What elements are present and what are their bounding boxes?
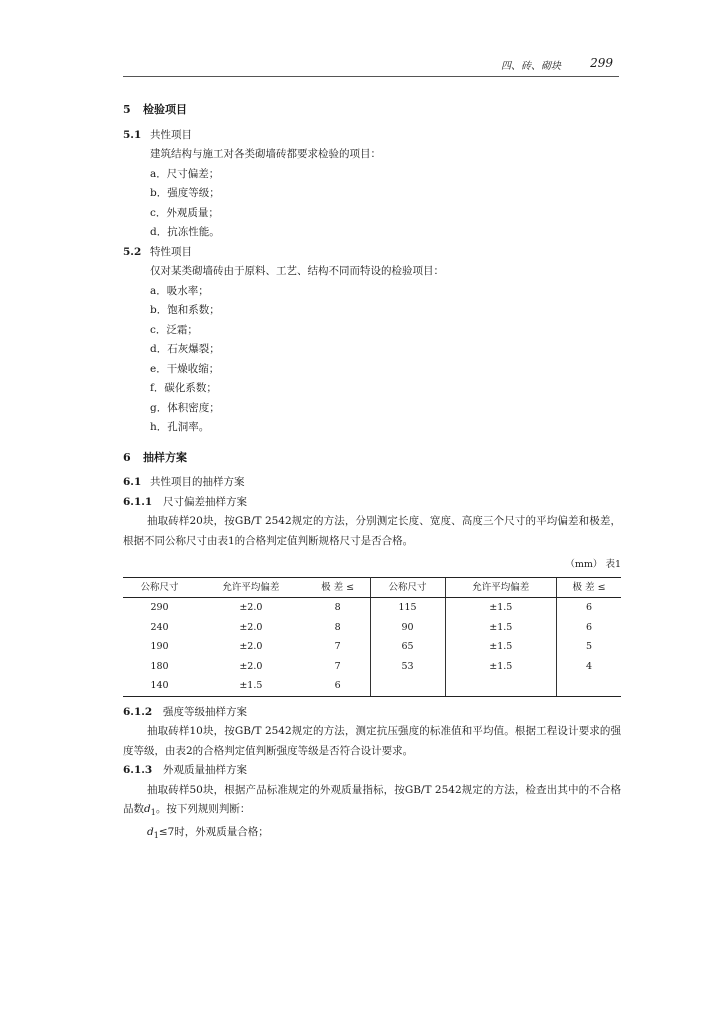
- table-header-cell: 允许平均偏差: [196, 577, 306, 598]
- table-cell: [557, 676, 621, 696]
- section-6-1-3-paragraph: 抽取砖样50块，根据产品标准规定的外观质量指标，按GB/T 2542规定的方法，检查出其中的不合格品数$d_1$。按下列规则判断：: [123, 783, 621, 818]
- table-cell: 65: [401, 641, 414, 652]
- table-cell: 180: [150, 660, 169, 672]
- table-cell: 6: [557, 618, 621, 638]
- table-cell: ±2.0: [239, 641, 263, 652]
- table-header-cell: 允许平均偏差: [445, 577, 557, 598]
- table-cell: ±1.5: [445, 598, 557, 618]
- table-cell: 90: [401, 621, 414, 633]
- list-item: a．尺寸偏差；: [150, 167, 220, 180]
- table-row: [123, 618, 621, 638]
- table-header-cell: 极 差 ≤: [557, 577, 621, 598]
- list-item: e．干燥收缩；: [150, 362, 220, 375]
- table-row: [123, 637, 621, 657]
- section-6-1-1-heading: 6.1.1 尺寸偏差抽样方案: [123, 495, 247, 508]
- table-cell: ±1.5: [445, 637, 557, 657]
- table-cell: 6: [557, 598, 621, 618]
- table-row: [123, 676, 621, 696]
- table-cell: ±1.5: [445, 657, 557, 677]
- list-item: c．外观质量；: [150, 206, 219, 219]
- table-row: [123, 598, 621, 618]
- table-cell: [445, 676, 557, 696]
- table-cell: ±2.0: [239, 602, 263, 613]
- table-cell: 8: [306, 618, 370, 638]
- table-cell: 190: [150, 641, 169, 652]
- page-body: [123, 92, 621, 845]
- section-6-1-3-rule: $d_1\le 7$时，外观质量合格；: [147, 825, 269, 840]
- table-cell: 4: [557, 657, 621, 677]
- list-item: d．抗冻性能。: [150, 226, 220, 238]
- table-cell: 5: [557, 637, 621, 657]
- table-header-cell: 公称尺寸: [123, 577, 196, 598]
- header-section: 四、砖、砌块: [501, 61, 561, 72]
- list-item: g．体积密度；: [150, 401, 220, 414]
- list-item: b．饱和系数；: [150, 304, 220, 316]
- section-6-1-1-paragraph: 抽取砖样20块，按GB/T 2542规定的方法，分别测定长度、宽度、高度三个尺寸的平均偏差和极差，根据不同公称尺寸由表1的合格判定值判断规格尺寸是否合格。: [123, 515, 621, 547]
- list-item: d．石灰爆裂；: [150, 343, 220, 355]
- table-cell: ±1.5: [445, 618, 557, 638]
- table-cell: 8: [306, 598, 370, 618]
- section-5-1-list: [123, 165, 621, 243]
- page-number: 299: [590, 56, 613, 70]
- table-cell: ±1.5: [196, 676, 306, 696]
- list-item: f．碳化系数；: [150, 382, 217, 394]
- table-cell: 7: [306, 657, 370, 677]
- table-cell: 290: [150, 602, 169, 613]
- table-cell: 53: [401, 660, 414, 672]
- section-6-1-heading: 6.1 共性项目的抽样方案: [123, 476, 245, 488]
- table-header-cell: 极 差 ≤: [306, 577, 370, 598]
- section-6-1-2-heading: 6.1.2 强度等级抽样方案: [123, 705, 247, 718]
- table-cell: 7: [306, 637, 370, 657]
- section-5-2-intro: 仅对某类砌墙砖由于原料、工艺、结构不同而特设的检验项目：: [150, 265, 444, 277]
- table-cell: 6: [306, 676, 370, 696]
- list-item: a．吸水率；: [150, 284, 209, 297]
- table-cell: 140: [123, 676, 196, 696]
- running-header: [123, 52, 619, 77]
- section-5-2-list: [123, 282, 621, 438]
- table-header-row: [123, 577, 621, 598]
- list-item: c．泛霜；: [150, 323, 198, 336]
- section-5-1-heading: 5.1 共性项目: [123, 128, 192, 141]
- list-item: h．孔洞率。: [150, 421, 210, 433]
- table-cell: [370, 676, 445, 696]
- section-5-heading: 5 检验项目: [123, 103, 187, 116]
- section-6-1-2-paragraph: 抽取砖样10块，按GB/T 2542规定的方法，测定抗压强度的标准值和平均值。根据工程设计要求的强度等级，由表2的合格判定值判断强度等级是否符合设计要求。: [123, 725, 621, 757]
- section-5-2-heading: 5.2 特性项目: [123, 245, 192, 258]
- section-6-heading: 6 抽样方案: [123, 450, 187, 464]
- table-cell: 115: [398, 602, 417, 613]
- section-5-1-intro: 建筑结构与施工对各类砌墙砖都要求检验的项目：: [150, 148, 381, 160]
- table-cell: 240: [150, 621, 169, 633]
- table-cell: ±2.0: [239, 660, 263, 672]
- table-header-cell: 公称尺寸: [370, 577, 445, 598]
- list-item: b．强度等级；: [150, 187, 220, 199]
- section-6-1-3-heading: 6.1.3 外观质量抽样方案: [123, 764, 247, 776]
- table-1-caption: （mm） 表1: [565, 559, 621, 570]
- table-1: [123, 577, 621, 697]
- table-cell: ±2.0: [239, 621, 263, 633]
- table-row: [123, 657, 621, 677]
